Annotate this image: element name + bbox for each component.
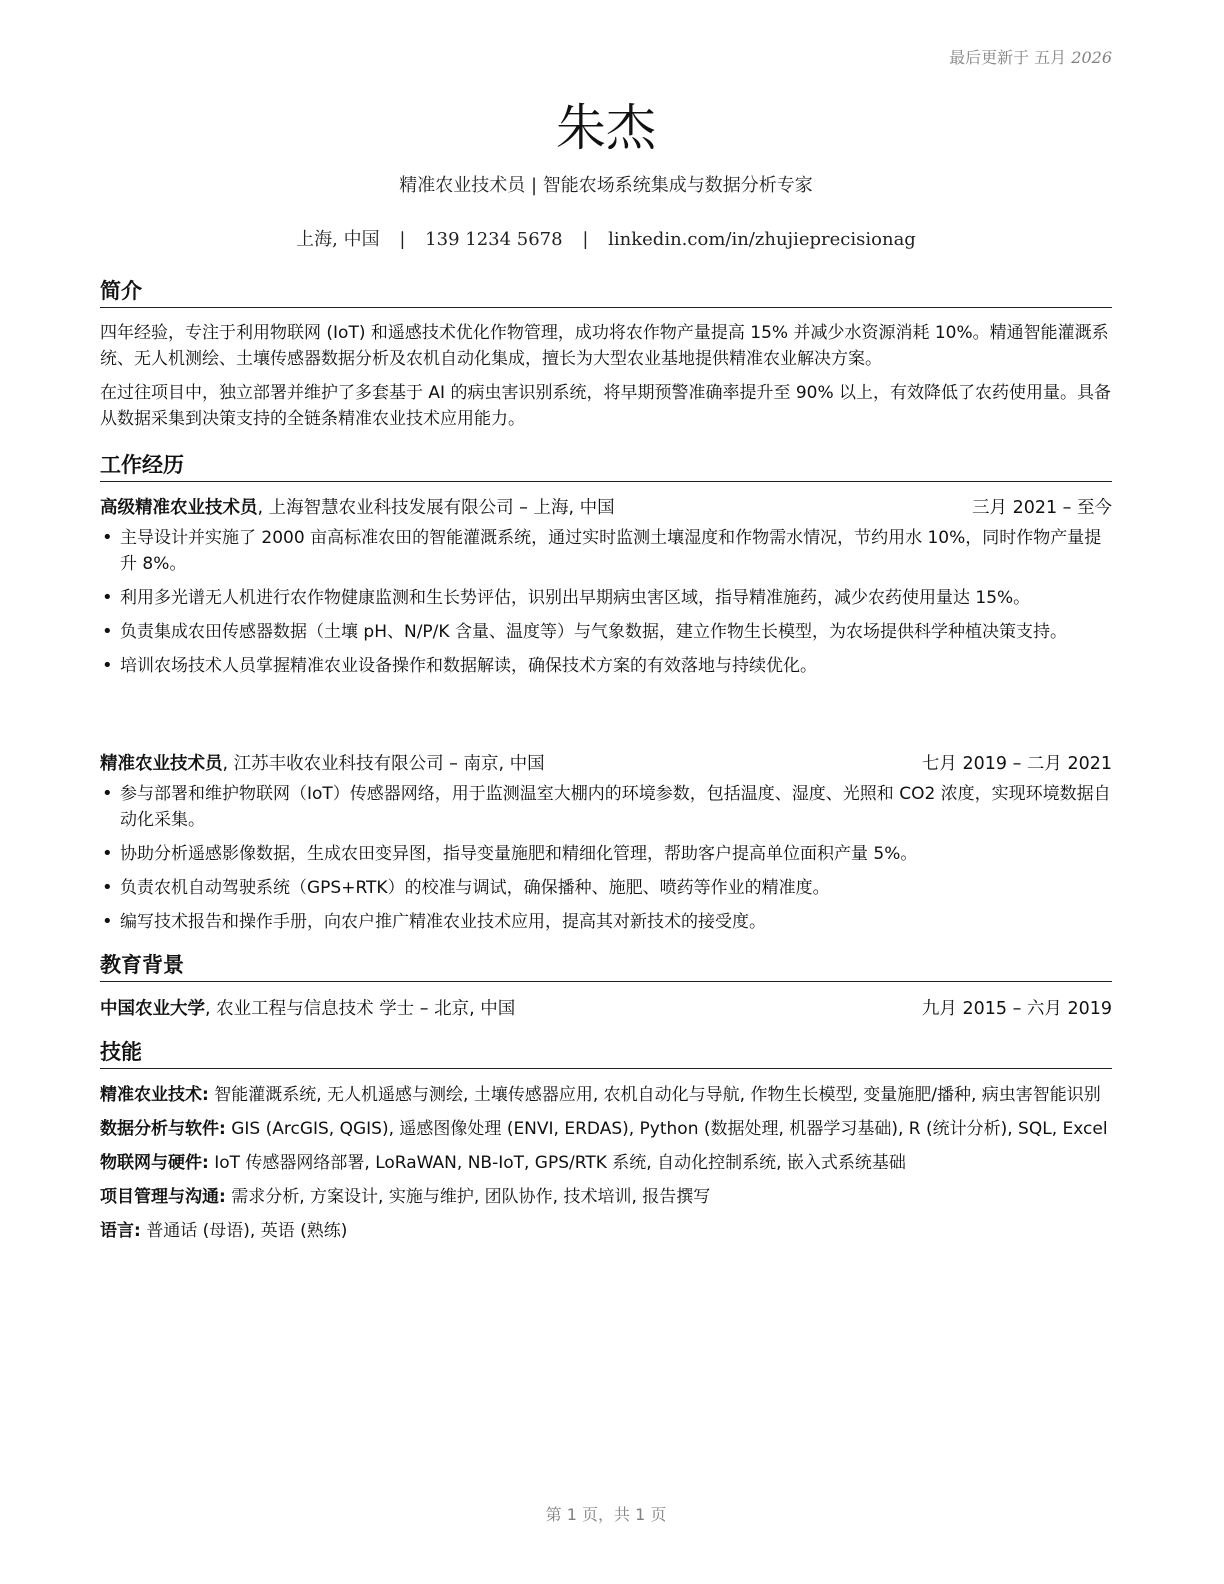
summary-paragraph: 在过往项目中，独立部署并维护了多套基于 AI 的病虫害识别系统，将早期预警准确率提升至 90% 以上，有效降低了农药使用量。具备从数据采集到决策支持的全链条精准农业技术应用能力。 <box>100 383 1112 429</box>
job-bullets <box>100 781 1112 935</box>
education-dates: 九月 2015 – 六月 2019 <box>921 999 1112 1019</box>
job-company: , 上海智慧农业科技发展有限公司 – 上海, 中国 <box>257 498 615 518</box>
contact-line <box>100 225 1112 251</box>
skills-block <box>100 1082 1112 1252</box>
contact-separator: | <box>582 229 589 250</box>
job-title-company <box>100 495 615 521</box>
job-bullet: • 负责农机自动驾驶系统（GPS+RTK）的校准与调试，确保播种、施肥、喷药等作业的精准度。 <box>100 875 1112 901</box>
job-role: 高级精准农业技术员 <box>100 498 258 518</box>
page-footer: 第 1 页，共 1 页 <box>545 1505 667 1524</box>
job-header <box>100 495 1112 521</box>
skill-row <box>100 1184 1112 1210</box>
skill-label: 精准农业技术: <box>100 1085 209 1105</box>
job-bullet: • 培训农场技术人员掌握精准农业设备操作和数据解读，确保技术方案的有效落地与持续优化。 <box>100 653 1112 679</box>
section-title-experience: 工作经历 <box>100 451 1112 482</box>
skill-value: IoT 传感器网络部署, LoRaWAN, NB-IoT, GPS/RTK 系统, 自动化控制系统, 嵌入式系统基础 <box>214 1153 906 1173</box>
education-header <box>100 996 1112 1022</box>
summary-block <box>100 320 1112 432</box>
skill-row <box>100 1116 1112 1142</box>
section-title-summary: 简介 <box>100 277 1112 308</box>
skill-value: 智能灌溉系统, 无人机遥感与测绘, 土壤传感器应用, 农机自动化与导航, 作物生长模型, 变量施肥/播种, 病虫害智能识别 <box>214 1085 1101 1105</box>
job-bullet: • 负责集成农田传感器数据（土壤 pH、N/P/K 含量、温度等）与气象数据，建立作物生长模型，为农场提供科学种植决策支持。 <box>100 619 1112 645</box>
job-role: 精准农业技术员 <box>100 754 223 774</box>
job-header <box>100 751 1112 777</box>
skill-row <box>100 1150 1112 1176</box>
section-title-education: 教育背景 <box>100 951 1112 982</box>
job-title-company <box>100 751 545 777</box>
summary-paragraph: 四年经验，专注于利用物联网 (IoT) 和遥感技术优化作物管理，成功将农作物产量提高 15% 并减少水资源消耗 10%。精通智能灌溉系统、无人机测绘、土壤传感器数据分析及农机自动化集成，擅长为大型农业基地提供精准农业解决方案。 <box>100 323 1109 369</box>
skill-value: GIS (ArcGIS, QGIS), 遥感图像处理 (ENVI, ERDAS), Python (数据处理, 机器学习基础), R (统计分析), SQL, Excel <box>231 1119 1108 1139</box>
last-updated-year: 2026 <box>1071 48 1112 67</box>
skill-value: 普通话 (母语), 英语 (熟练) <box>146 1221 348 1241</box>
contact-phone: 139 1234 5678 <box>425 229 563 250</box>
contact-separator: | <box>399 229 406 250</box>
skill-label: 物联网与硬件: <box>100 1153 209 1173</box>
skill-row <box>100 1082 1112 1108</box>
candidate-name: 朱杰 <box>556 99 656 157</box>
job-bullet: • 参与部署和维护物联网（IoT）传感器网络，用于监测温室大棚内的环境参数，包括温度、湿度、光照和 CO2 浓度，实现环境数据自动化采集。 <box>100 781 1112 833</box>
job-entry <box>100 751 1112 943</box>
education-school: 中国农业大学 <box>100 999 205 1019</box>
contact-location: 上海, 中国 <box>296 229 380 250</box>
job-company: , 江苏丰收农业科技有限公司 – 南京, 中国 <box>222 754 545 774</box>
last-updated <box>949 45 1112 68</box>
resume-page <box>100 0 1112 1584</box>
contact-linkedin-link[interactable]: linkedin.com/in/zhujieprecisionag <box>608 229 916 250</box>
skill-label: 项目管理与沟通: <box>100 1187 226 1207</box>
job-bullet: • 主导设计并实施了 2000 亩高标准农田的智能灌溉系统，通过实时监测土壤湿度和作物需水情况，节约用水 10%，同时作物产量提升 8%。 <box>100 525 1112 577</box>
skill-row <box>100 1218 1112 1244</box>
education-detail: , 农业工程与信息技术 学士 – 北京, 中国 <box>205 999 516 1019</box>
skill-label: 数据分析与软件: <box>100 1119 226 1139</box>
last-updated-label: 最后更新于 五月 <box>949 48 1067 67</box>
job-dates: 七月 2019 – 二月 2021 <box>921 754 1112 774</box>
education-entry <box>100 996 1112 1022</box>
job-bullet: • 利用多光谱无人机进行农作物健康监测和生长势评估，识别出早期病虫害区域，指导精准施药，减少农药使用量达 15%。 <box>100 585 1112 611</box>
candidate-headline: 精准农业技术员 | 智能农场系统集成与数据分析专家 <box>399 175 813 196</box>
job-dates: 三月 2021 – 至今 <box>972 498 1112 518</box>
job-entry <box>100 495 1112 687</box>
skill-value: 需求分析, 方案设计, 实施与维护, 团队协作, 技术培训, 报告撰写 <box>231 1187 711 1207</box>
education-school-detail <box>100 996 515 1022</box>
job-bullets <box>100 525 1112 679</box>
job-bullet: • 协助分析遥感影像数据，生成农田变异图，指导变量施肥和精细化管理，帮助客户提高单位面积产量 5%。 <box>100 841 1112 867</box>
job-bullet: • 编写技术报告和操作手册，向农户推广精准农业技术应用，提高其对新技术的接受度。 <box>100 909 1112 935</box>
section-title-skills: 技能 <box>100 1038 1112 1069</box>
skill-label: 语言: <box>100 1221 141 1241</box>
